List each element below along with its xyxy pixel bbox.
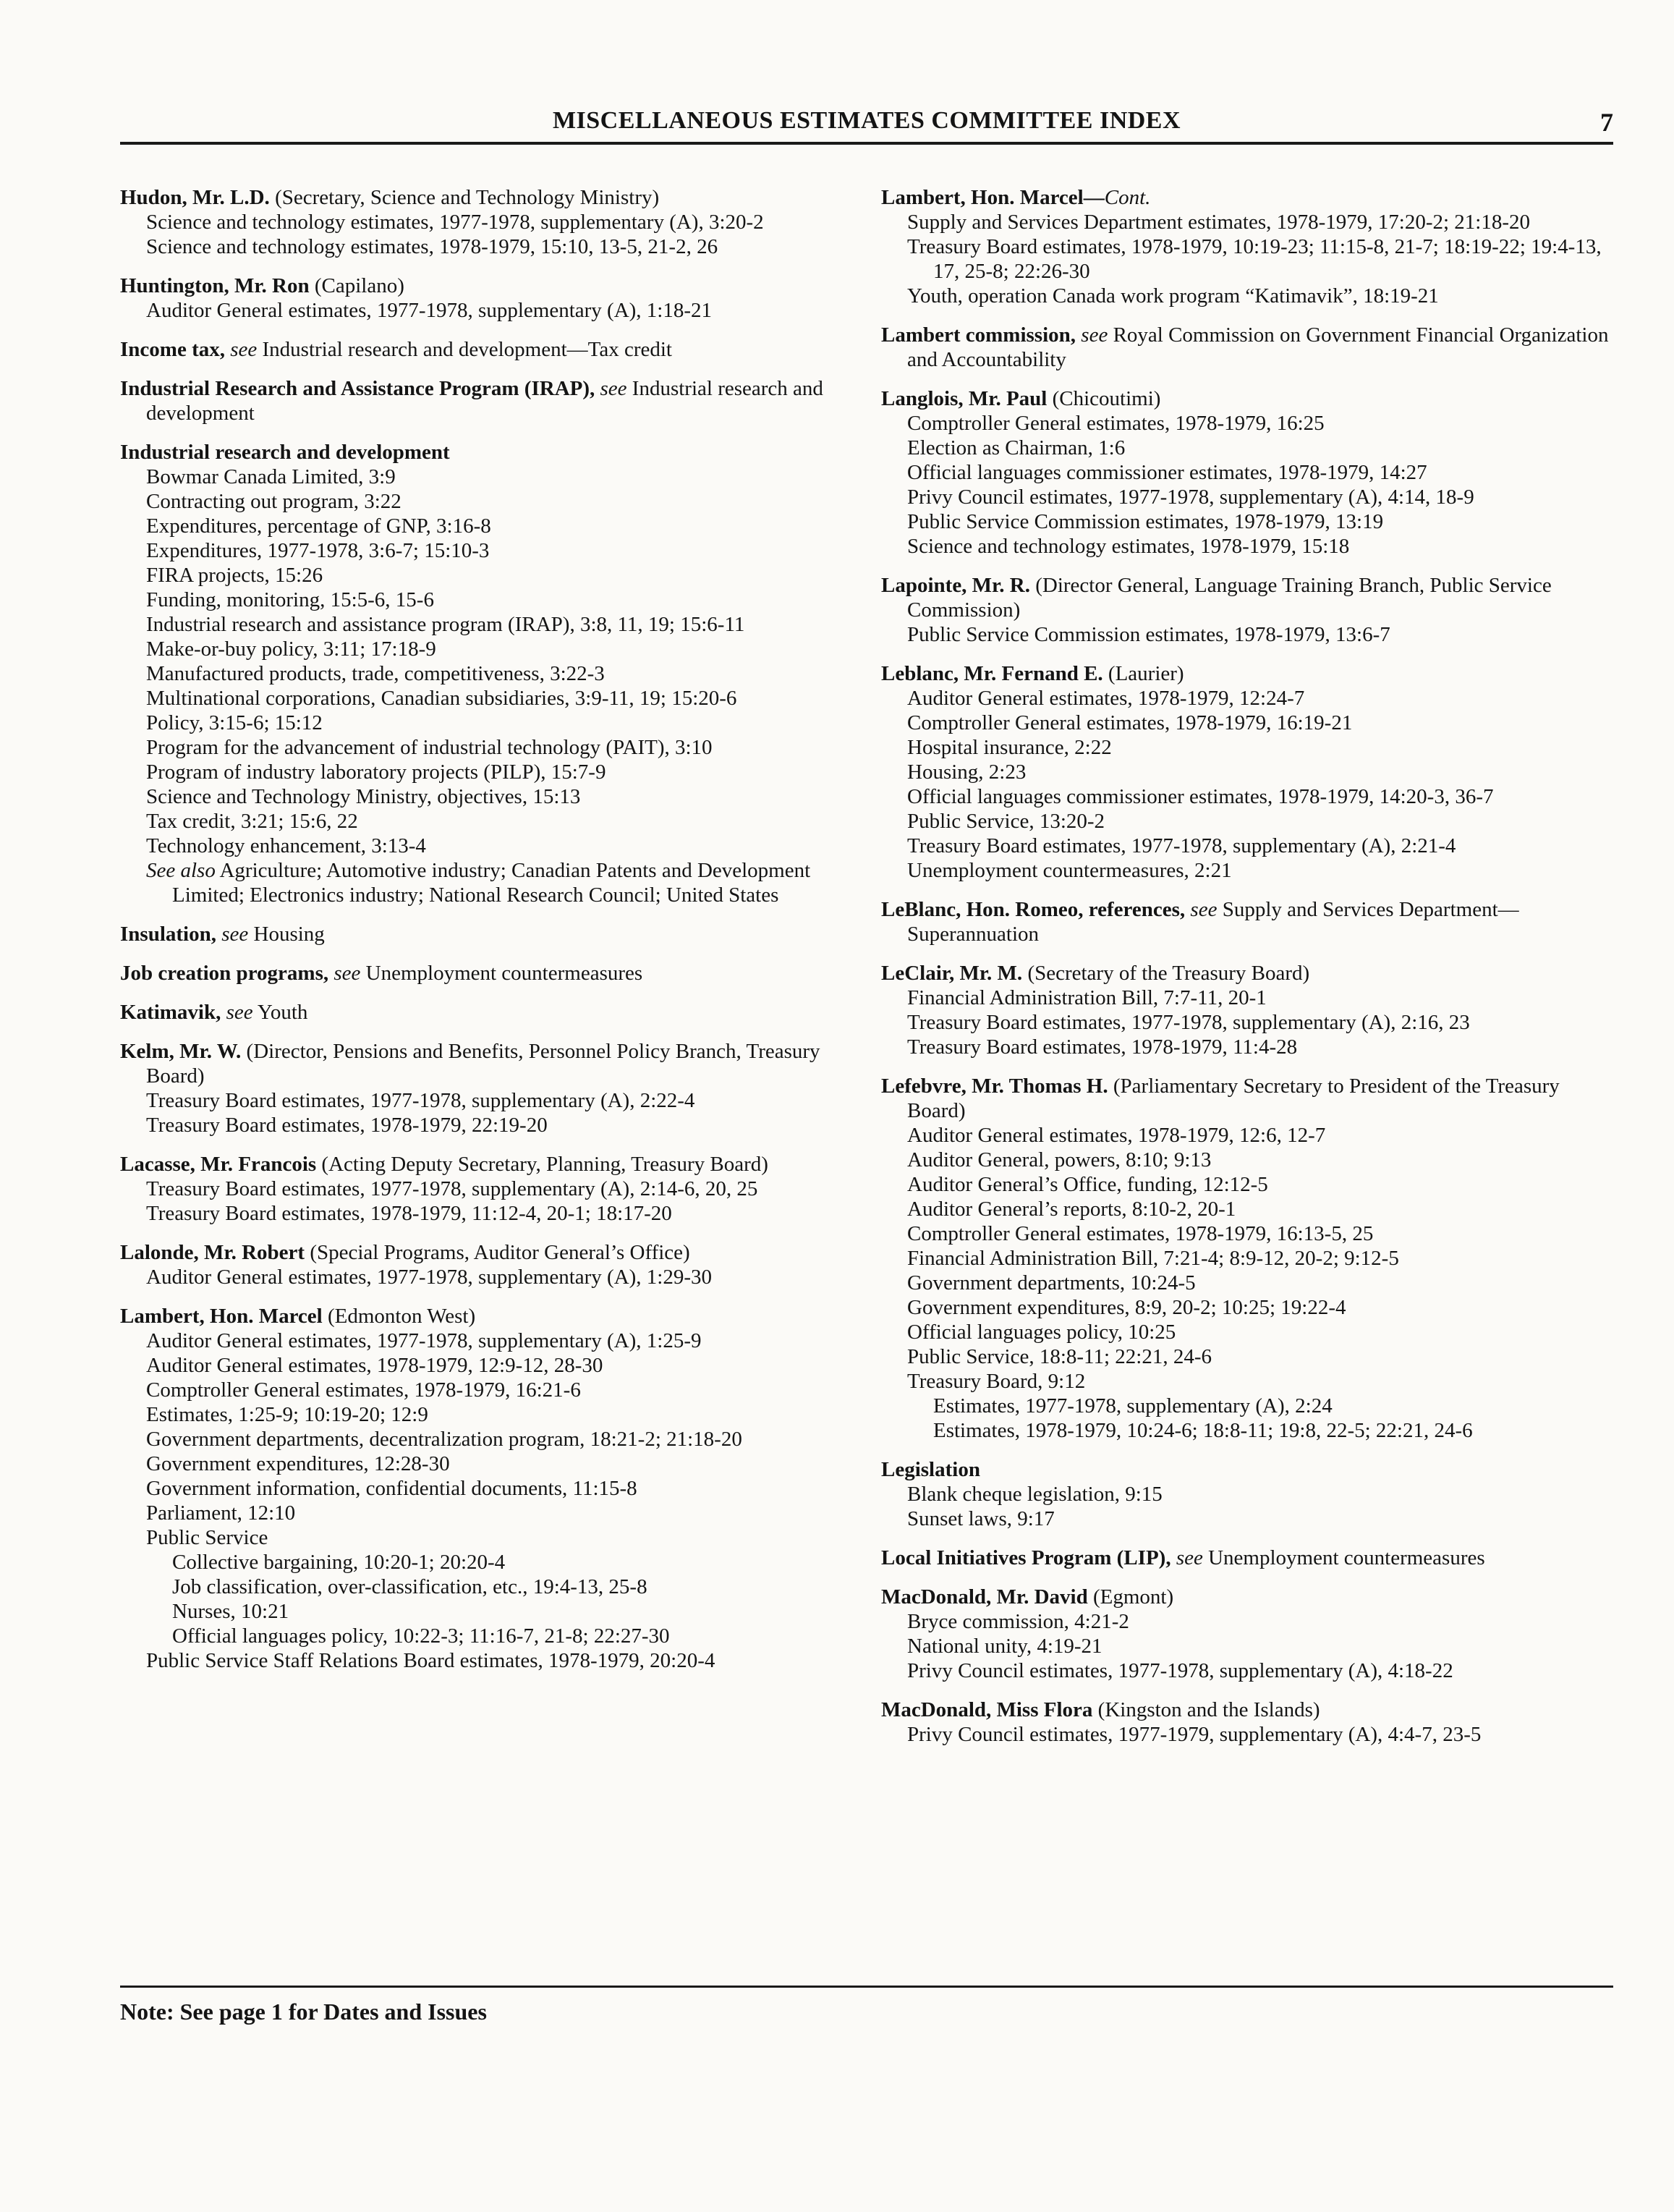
entry-heading: Hudon, Mr. L.D. [120,186,270,209]
entry-heading-detail: (Kingston and the Islands) [1092,1698,1320,1721]
entry-heading: Lambert, Hon. Marcel [120,1305,323,1328]
subentry: Blank cheque legislation, 9:15 [907,1483,1163,1506]
entry-heading: LeClair, Mr. M. [881,962,1023,985]
subentry: Hospital insurance, 2:22 [907,736,1112,759]
subentry: Public Service Commission estimates, 1978-1979, 13:19 [907,510,1384,533]
entry-heading-line [120,274,851,298]
entry-heading: Lambert, Hon. Marcel— [881,186,1105,209]
nested-subentry: Official languages policy, 10:22-3; 11:16-7, 21-8; 22:27-30 [172,1624,670,1648]
index-entry [120,1152,851,1226]
subentry: Official languages commissioner estimates, 1978-1979, 14:27 [907,461,1427,484]
entry-heading-line [881,386,1613,411]
subentry: Government departments, 10:24-5 [907,1271,1196,1294]
subentry: Auditor General estimates, 1978-1979, 12:24-7 [907,687,1305,710]
see-reference-label: see [1076,323,1108,347]
entry-heading: MacDonald, Mr. David [881,1585,1088,1609]
index-entry [120,376,851,425]
footer-note: Note: See page 1 for Dates and Issues [120,1999,487,2025]
subentry: Housing, 2:23 [907,760,1027,784]
entry-heading-line [881,1457,1613,1482]
entry-heading: LeBlanc, Hon. Romeo, references, [881,898,1186,921]
subentry: Government information, confidential documents, 11:15-8 [146,1477,637,1500]
entry-heading-line [120,1240,851,1265]
subentry: Auditor General estimates, 1977-1978, supplementary (A), 1:25-9 [146,1329,702,1352]
entry-heading-detail: Industrial research and development—Tax credit [257,338,672,361]
index-entry [881,1698,1613,1747]
index-entry [120,1039,851,1137]
entry-heading-line [881,185,1613,210]
page-title: MISCELLANEOUS ESTIMATES COMMITTEE INDEX [552,107,1181,134]
index-entry [881,323,1613,372]
nested-subentry: Estimates, 1978-1979, 10:24-6; 18:8-11; 19:8, 22-5; 22:21, 24-6 [933,1419,1473,1442]
entry-heading-line [881,1074,1613,1123]
subentry: Auditor General estimates, 1977-1978, supplementary (A), 1:29-30 [146,1266,713,1289]
subentry: Expenditures, 1977-1978, 3:6-7; 15:10-3 [146,539,490,562]
entry-heading-detail: (Director, Pensions and Benefits, Personnel Policy Branch, Treasury Board) [146,1040,820,1088]
entry-heading: Insulation, [120,923,216,946]
see-reference-label: see [328,962,361,985]
index-entry [120,961,851,986]
entry-heading-detail: (Parliamentary Secretary to President of the Treasury Board) [907,1075,1560,1122]
see-reference-label: see [595,377,627,400]
subentry: Science and technology estimates, 1978-1979, 15:18 [907,535,1350,558]
entry-heading: Huntington, Mr. Ron [120,274,310,297]
entry-heading-line [881,897,1613,946]
entry-heading-line [120,1152,851,1177]
subentry: Comptroller General estimates, 1978-1979, 16:21-6 [146,1378,581,1402]
subentry: Make-or-buy policy, 3:11; 17:18-9 [146,637,436,661]
subentry: Public Service, 18:8-11; 22:21, 24-6 [907,1345,1212,1368]
see-also-text: Agriculture; Automotive industry; Canadian Patents and Development Limited; Electronics industry; National Research Council; United States [172,859,811,907]
entry-heading-detail: (Acting Deputy Secretary, Planning, Treasury Board) [316,1153,768,1176]
index-entry [120,922,851,946]
index-entry [881,1457,1613,1531]
footer-rule [120,1986,1613,1988]
entry-heading: Langlois, Mr. Paul [881,387,1048,410]
nested-subentry: Estimates, 1977-1978, supplementary (A), 2:24 [933,1394,1333,1418]
entry-heading-detail: (Secretary of the Treasury Board) [1022,962,1310,985]
index-entry [881,961,1613,1059]
subentry: Government departments, decentralization program, 18:21-2; 21:18-20 [146,1428,742,1451]
subentry: Treasury Board estimates, 1978-1979, 11:12-4, 20-1; 18:17-20 [146,1202,672,1225]
index-entry [120,1304,851,1673]
entry-heading-line [120,337,851,362]
entry-heading-line [120,1039,851,1088]
entry-continued-label: Cont. [1104,186,1151,209]
subentry: Multinational corporations, Canadian subsidiaries, 3:9-11, 19; 15:20-6 [146,687,737,710]
index-entry [120,1000,851,1025]
subentry: Treasury Board estimates, 1978-1979, 22:19-20 [146,1114,548,1137]
index-entry [120,185,851,259]
subentry: Public Service Commission estimates, 1978-1979, 13:6-7 [907,623,1390,646]
entry-heading: MacDonald, Miss Flora [881,1698,1093,1721]
subentry: Public Service, 13:20-2 [907,810,1105,833]
subentry: Bowmar Canada Limited, 3:9 [146,465,396,488]
subentry: Treasury Board, 9:12 [907,1370,1086,1393]
index-entry [881,1546,1613,1570]
entry-heading: Income tax, [120,338,225,361]
subentry: Auditor General estimates, 1977-1978, supplementary (A), 1:18-21 [146,299,713,322]
index-entry [881,386,1613,559]
subentry: Election as Chairman, 1:6 [907,436,1126,459]
subentry: Bryce commission, 4:21-2 [907,1610,1129,1633]
subentry: Government expenditures, 12:28-30 [146,1452,450,1475]
entry-heading: Lalonde, Mr. Robert [120,1241,305,1264]
entry-heading-line [120,922,851,946]
subentry: Youth, operation Canada work program “Katimavik”, 18:19-21 [907,284,1439,308]
entry-heading-detail: (Chicoutimi) [1047,387,1161,410]
entry-heading-detail: (Edmonton West) [322,1305,476,1328]
subentry: Comptroller General estimates, 1978-1979, 16:19-21 [907,711,1353,734]
index-entry [881,1585,1613,1683]
entry-heading: Lapointe, Mr. R. [881,574,1030,597]
index-entry [881,1074,1613,1443]
entry-heading-line [120,1000,851,1025]
entry-heading: Kelm, Mr. W. [120,1040,242,1063]
nested-subentry: Nurses, 10:21 [172,1600,289,1623]
entry-heading: Lefebvre, Mr. Thomas H. [881,1075,1108,1098]
entry-heading: Local Initiatives Program (LIP), [881,1546,1171,1569]
index-entry [120,337,851,362]
nested-subentry: Job classification, over-classification, etc., 19:4-13, 25-8 [172,1575,647,1598]
see-reference-label: see [224,338,258,361]
subentry: Program for the advancement of industrial technology (PAIT), 3:10 [146,736,713,759]
subentry: Manufactured products, trade, competitiveness, 3:22-3 [146,662,605,685]
subentry: Science and Technology Ministry, objectives, 15:13 [146,785,581,808]
subentry: Auditor General estimates, 1978-1979, 12:6, 12-7 [907,1124,1326,1147]
subentry: Policy, 3:15-6; 15:12 [146,711,323,734]
subentry: Treasury Board estimates, 1978-1979, 10:19-23; 11:15-8, 21-7; 18:19-22; 19:4-13, 17, 25-8; 22:26-30 [907,235,1602,283]
entry-heading-line [881,661,1613,686]
index-entry [120,440,851,907]
entry-heading-line [881,323,1613,372]
subentry: Sunset laws, 9:17 [907,1507,1055,1530]
subentry: Unemployment countermeasures, 2:21 [907,859,1232,882]
subentry: Expenditures, percentage of GNP, 3:16-8 [146,514,491,538]
index-entry [120,274,851,323]
entry-heading: Job creation programs, [120,962,329,985]
subentry: Auditor General’s Office, funding, 12:12-5 [907,1173,1268,1196]
entry-heading-line [120,185,851,210]
see-reference-label: see [1185,898,1218,921]
subentry: Comptroller General estimates, 1978-1979, 16:13-5, 25 [907,1222,1374,1245]
header-rule [120,142,1613,145]
index-entry [881,661,1613,883]
entry-heading-line [120,961,851,986]
subentry: Official languages commissioner estimates, 1978-1979, 14:20-3, 36-7 [907,785,1494,808]
nested-subentry: Collective bargaining, 10:20-1; 20:20-4 [172,1551,506,1574]
subentry: Contracting out program, 3:22 [146,490,401,513]
subentry: Financial Administration Bill, 7:7-11, 20-1 [907,986,1267,1009]
page-header [120,107,1613,136]
subentry: Privy Council estimates, 1977-1979, supplementary (A), 4:4-7, 23-5 [907,1723,1482,1746]
entry-heading-line [881,1698,1613,1722]
subentry: Auditor General estimates, 1978-1979, 12:9-12, 28-30 [146,1354,603,1377]
index-entry [881,573,1613,647]
subentry: Science and technology estimates, 1978-1979, 15:10, 13-5, 21-2, 26 [146,235,718,258]
subentry: Auditor General, powers, 8:10; 9:13 [907,1148,1212,1171]
subentry: Technology enhancement, 3:13-4 [146,834,426,857]
see-also-line [120,858,851,907]
entry-heading-detail: (Laurier) [1102,662,1184,685]
entry-heading-line [120,440,851,465]
entry-heading-detail: Supply and Services Department—Superannuation [907,898,1519,946]
entry-heading: Lambert commission, [881,323,1076,347]
entry-heading: Lacasse, Mr. Francois [120,1153,317,1176]
subentry: Official languages policy, 10:25 [907,1321,1176,1344]
subentry: Treasury Board estimates, 1977-1978, supplementary (A), 2:16, 23 [907,1011,1470,1034]
subentry: Government expenditures, 8:9, 20-2; 10:25; 19:22-4 [907,1296,1346,1319]
entry-heading: Industrial Research and Assistance Program (IRAP), [120,377,595,400]
subentry: Program of industry laboratory projects (PILP), 15:7-9 [146,760,606,784]
subentry: Privy Council estimates, 1977-1978, supplementary (A), 4:18-22 [907,1659,1453,1682]
entry-heading-detail: (Special Programs, Auditor General’s Office) [305,1241,690,1264]
entry-heading-detail: (Secretary, Science and Technology Ministry) [269,186,660,209]
entry-heading-line [881,1585,1613,1609]
entry-heading-line [881,961,1613,986]
entry-heading-line [120,376,851,425]
entry-heading-detail: Unemployment countermeasures [360,962,643,985]
entry-heading: Katimavik, [120,1001,221,1024]
entry-heading-detail: (Director General, Language Training Branch, Public Service Commission) [907,574,1552,622]
subentry: FIRA projects, 15:26 [146,564,323,587]
subentry: Supply and Services Department estimates, 1978-1979, 17:20-2; 21:18-20 [907,211,1530,234]
entry-heading-detail: (Capilano) [309,274,404,297]
left-column [120,185,851,1687]
entry-heading: Industrial research and development [120,441,450,464]
entry-heading-detail: Unemployment countermeasures [1202,1546,1485,1569]
see-reference-label: see [216,923,249,946]
subentry: Auditor General’s reports, 8:10-2, 20-1 [907,1198,1236,1221]
subentry: Science and technology estimates, 1977-1978, supplementary (A), 3:20-2 [146,211,764,234]
see-also-label: See also [146,859,216,882]
entry-heading-detail: Industrial research and development [146,377,823,425]
subentry: Financial Administration Bill, 7:21-4; 8:9-12, 20-2; 9:12-5 [907,1247,1399,1270]
subentry: Public Service [146,1526,268,1549]
subentry: Treasury Board estimates, 1977-1978, supplementary (A), 2:14-6, 20, 25 [146,1177,758,1200]
page-number: 7 [1600,108,1613,137]
subentry: Industrial research and assistance program (IRAP), 3:8, 11, 19; 15:6-11 [146,613,745,636]
entry-heading-detail: Housing [248,923,325,946]
subentry: Parliament, 12:10 [146,1501,296,1525]
right-column [881,185,1613,1761]
subentry: Comptroller General estimates, 1978-1979, 16:25 [907,412,1325,435]
subentry: Tax credit, 3:21; 15:6, 22 [146,810,358,833]
see-reference-label: see [221,1001,253,1024]
subentry: National unity, 4:19-21 [907,1635,1102,1658]
index-entry [120,1240,851,1289]
entry-heading-detail: (Egmont) [1087,1585,1174,1609]
entry-heading-detail: Royal Commission on Government Financial Organization and Accountability [907,323,1609,371]
subentry: Public Service Staff Relations Board estimates, 1978-1979, 20:20-4 [146,1649,715,1672]
entry-heading-line [881,1546,1613,1570]
entry-heading-line [120,1304,851,1329]
subentry: Treasury Board estimates, 1978-1979, 11:4-28 [907,1035,1298,1059]
entry-heading-detail: Youth [252,1001,308,1024]
subentry: Funding, monitoring, 15:5-6, 15-6 [146,588,434,611]
entry-heading-line [881,573,1613,622]
entry-heading: Leblanc, Mr. Fernand E. [881,662,1103,685]
index-entry [881,897,1613,946]
subentry: Treasury Board estimates, 1977-1978, supplementary (A), 2:21-4 [907,834,1456,857]
subentry: Treasury Board estimates, 1977-1978, supplementary (A), 2:22-4 [146,1089,695,1112]
subentry: Estimates, 1:25-9; 10:19-20; 12:9 [146,1403,428,1426]
index-entry [881,185,1613,308]
entry-heading: Legislation [881,1458,980,1481]
subentry: Privy Council estimates, 1977-1978, supplementary (A), 4:14, 18-9 [907,486,1474,509]
see-reference-label: see [1170,1546,1203,1569]
